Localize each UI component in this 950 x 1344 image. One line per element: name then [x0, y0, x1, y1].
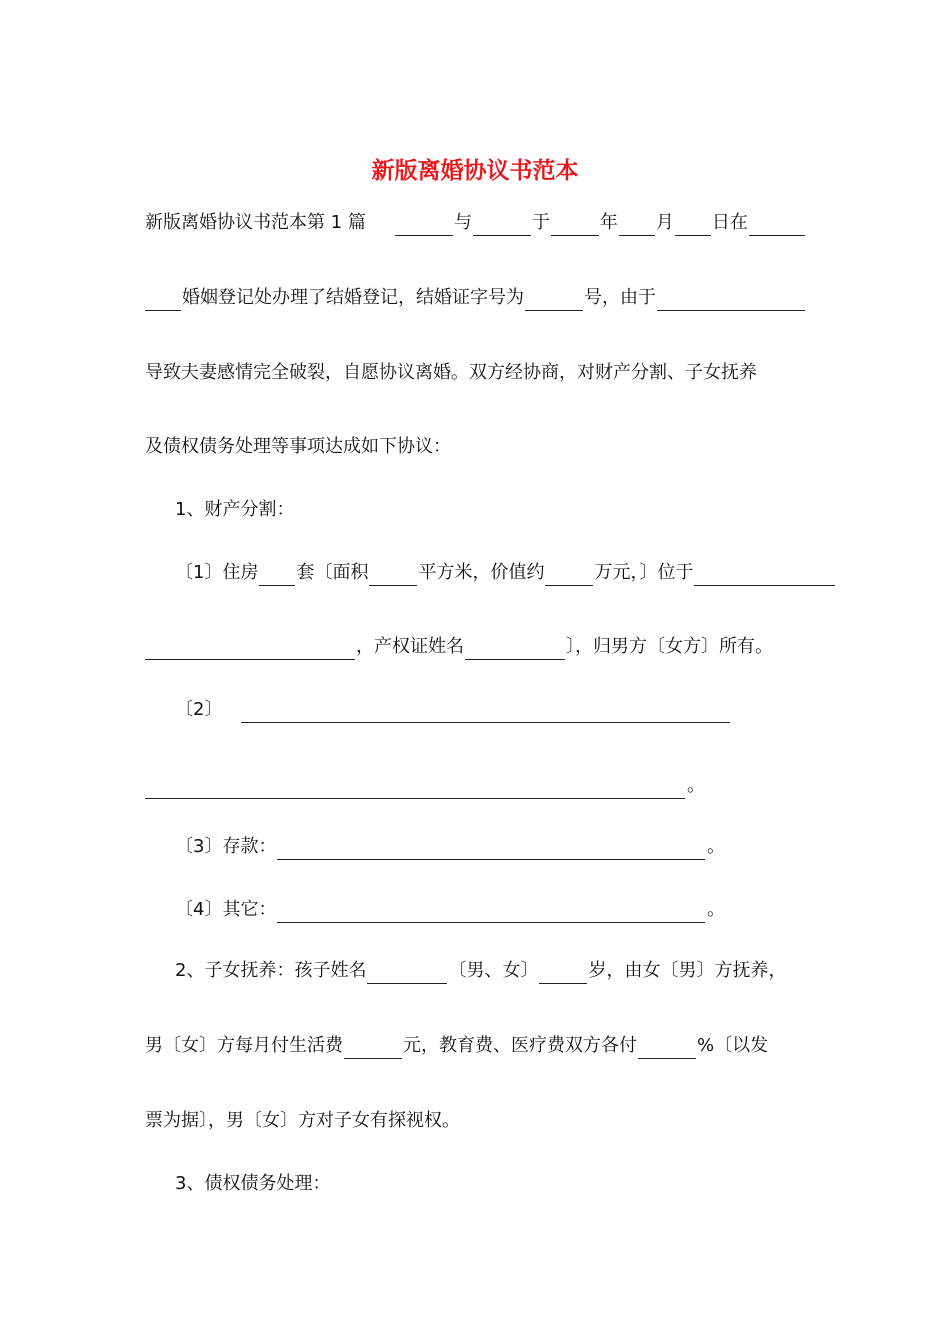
item-2-line-1	[145, 697, 730, 723]
blank-party-a[interactable]	[395, 217, 453, 236]
section-property: 1、财产分割：	[175, 499, 295, 520]
intro-line-4: 及债权债务处理等事项达成如下协议：	[145, 436, 451, 457]
text-registration: 婚姻登记处办理了结婚登记，结婚证字号为	[182, 287, 524, 308]
housing-line-1	[145, 560, 835, 586]
text-percent: %〔以发	[697, 1035, 769, 1056]
period: 。	[707, 836, 725, 857]
text-owner-name: ，产权证姓名	[356, 636, 464, 657]
blank-age[interactable]	[539, 965, 587, 984]
blank-house-count[interactable]	[259, 567, 295, 586]
blank-month[interactable]	[619, 217, 655, 236]
document-title: 新版离婚协议书范本	[371, 157, 579, 184]
blank-location-end[interactable]	[145, 641, 355, 660]
text-sex: 〔男、女〕	[448, 960, 539, 981]
text-yu: 与	[453, 212, 472, 233]
blank-place-end[interactable]	[145, 292, 181, 311]
text-day-at: 日在	[711, 212, 748, 233]
blank-item-2-end[interactable]	[145, 780, 685, 799]
text-edu-medical: 元，教育费、医疗费双方各付	[403, 1035, 637, 1056]
blank-child-name[interactable]	[367, 965, 447, 984]
intro-line-1	[145, 210, 805, 236]
blank-day[interactable]	[675, 217, 711, 236]
text-other: 〔4〕其它：	[175, 899, 277, 920]
text-living-expense: 男〔女〕方每月付生活费	[145, 1035, 343, 1056]
item-2-line-2	[145, 773, 705, 799]
text-area: 套〔面积	[296, 562, 369, 583]
blank-cert-number[interactable]	[525, 292, 583, 311]
blank-place-start[interactable]	[749, 217, 805, 236]
blank-location-start[interactable]	[694, 567, 835, 586]
text-child-name: 2、子女抚养：孩子姓名	[175, 960, 367, 981]
blank-item-2-start[interactable]	[241, 704, 730, 723]
blank-party-b[interactable]	[473, 217, 531, 236]
blank-percent[interactable]	[638, 1040, 696, 1059]
period: 。	[687, 775, 705, 796]
item-3-savings	[145, 834, 725, 860]
blank-owner-name[interactable]	[465, 641, 565, 660]
blank-living-expense[interactable]	[344, 1040, 402, 1059]
text-wan-location: 万元，〕位于	[594, 562, 694, 583]
text-sqm-value: 平方米，价值约	[418, 562, 545, 583]
text-on: 于	[531, 212, 550, 233]
intro-line-3: 导致夫妻感情完全破裂，自愿协议离婚。双方经协商，对财产分割、子女抚养	[145, 362, 757, 383]
period: 。	[707, 899, 725, 920]
text-age-custody: 岁，由女〔男〕方抚养，	[588, 960, 787, 981]
blank-year[interactable]	[551, 217, 599, 236]
blank-value[interactable]	[545, 567, 593, 586]
text-month: 月	[655, 212, 674, 233]
blank-area[interactable]	[369, 567, 417, 586]
section-debt: 3、债权债务处理：	[175, 1173, 331, 1194]
intro-line-2	[145, 285, 805, 311]
child-line-2	[145, 1033, 805, 1059]
text-savings: 〔3〕存款：	[175, 836, 277, 857]
heading-prefix: 新版离婚协议书范本第 1 篇	[145, 212, 366, 233]
item-4-other	[145, 897, 725, 923]
text-housing: 〔1〕住房	[175, 562, 259, 583]
text-hao-because: 号，由于	[584, 287, 656, 308]
blank-other[interactable]	[277, 904, 705, 923]
housing-line-2	[145, 634, 805, 660]
blank-reason[interactable]	[657, 292, 805, 311]
text-belongs: 〕，归男方〔女方〕所有。	[566, 636, 773, 657]
text-item-2: 〔2〕	[175, 699, 223, 720]
child-line-1	[145, 958, 835, 984]
child-line-3: 票为据〕，男〔女〕方对子女有探视权。	[145, 1110, 460, 1131]
text-year: 年	[599, 212, 618, 233]
blank-savings[interactable]	[277, 841, 705, 860]
